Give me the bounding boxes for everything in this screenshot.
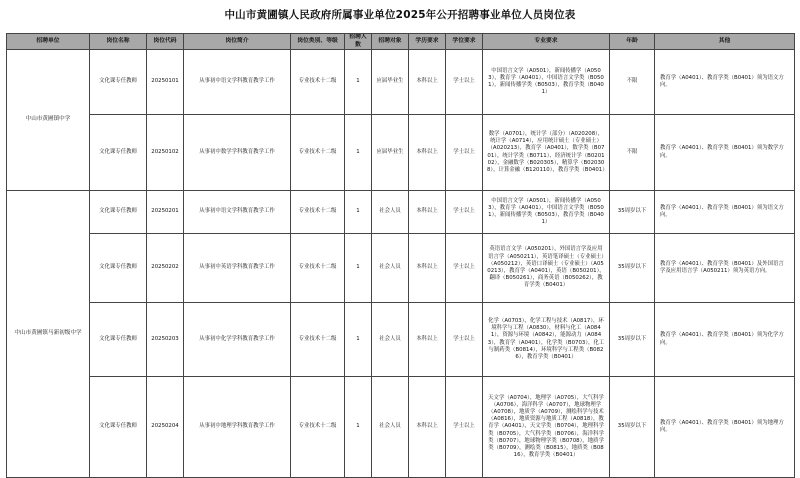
count-cell: 1	[345, 377, 372, 478]
header-intro: 岗位简介	[184, 34, 291, 50]
education-cell: 本科以上	[409, 115, 446, 191]
code-cell: 20250101	[147, 50, 184, 115]
degree-cell: 学士以上	[446, 377, 483, 478]
table-row	[7, 50, 795, 115]
table-row	[7, 115, 795, 191]
target-cell: 社会人员	[372, 377, 409, 478]
level-cell: 专业技术十二级	[291, 234, 345, 303]
age-cell: 35周岁以下	[610, 303, 655, 377]
target-cell: 社会人员	[372, 303, 409, 377]
header-code: 岗位代码	[147, 34, 184, 50]
level-cell: 专业技术十二级	[291, 377, 345, 478]
unit-cell: 中山市黄圃镇中学	[7, 50, 90, 191]
other-cell: 教育学（A0401）、教育学类（B0401）及外国语言学及应用语言学（A050211）须为英语方向。	[655, 234, 795, 303]
header-post: 岗位名称	[90, 34, 147, 50]
level-cell: 专业技术十二级	[291, 115, 345, 191]
degree-cell: 学士以上	[446, 191, 483, 234]
other-cell: 教育学（A0401）、教育学类（B0401）须为数学方向。	[655, 115, 795, 191]
intro-cell: 从事初中语文学科教育教学工作	[184, 50, 291, 115]
degree-cell: 学士以上	[446, 50, 483, 115]
major-cell: 天文学（A0704），地理学（A0705），大气科学（A0706），海洋科学（A0707），地球物理学（A0708），地质学（A0709），测绘科学与技术（A0816），地质资源与地质工程（A0818），教育学（A0401），天文学类（B0704），地理科学类（B0705），大气科学类（B0706），海洋科学类（B0707），地球物理学类（B0708），地质学类（B0709），测绘类（B0815），地质类（B0816），教育学类（B0401）	[483, 377, 610, 478]
header-degree: 学位要求	[446, 34, 483, 50]
post-cell: 文化课专任教师	[90, 303, 147, 377]
target-cell: 应届毕业生	[372, 50, 409, 115]
level-cell: 专业技术十二级	[291, 50, 345, 115]
intro-cell: 从事初中化学学科教育教学工作	[184, 303, 291, 377]
degree-cell: 学士以上	[446, 303, 483, 377]
post-cell: 文化课专任教师	[90, 377, 147, 478]
count-cell: 1	[345, 191, 372, 234]
header-unit: 招聘单位	[7, 34, 90, 50]
education-cell: 本科以上	[409, 377, 446, 478]
count-cell: 1	[345, 303, 372, 377]
post-cell: 文化课专任教师	[90, 191, 147, 234]
level-cell: 专业技术十二级	[291, 303, 345, 377]
major-cell: 中国语言文学（A0501），新闻传播学（A0503），教育学（A0401），中国语言文学类（B0501），新闻传播学类（B0503），教育学类（B0401）	[483, 191, 610, 234]
education-cell: 本科以上	[409, 234, 446, 303]
education-cell: 本科以上	[409, 50, 446, 115]
count-cell: 1	[345, 234, 372, 303]
degree-cell: 学士以上	[446, 234, 483, 303]
code-cell: 20250204	[147, 377, 184, 478]
intro-cell: 从事初中地理学科教育教学工作	[184, 377, 291, 478]
education-cell: 本科以上	[409, 303, 446, 377]
page-title: 中山市黄圃镇人民政府所属事业单位2025年公开招聘事业单位人员岗位表	[224, 9, 576, 21]
header-count: 招聘人数	[345, 34, 372, 50]
header-other: 其他	[655, 34, 795, 50]
other-cell: 教育学（A0401）、教育学类（B0401）须为地理方向。	[655, 377, 795, 478]
major-cell: 数学（A0701），统计学（部分）（A020208），统计学（A0714），应用统计硕士（专业硕士）（A020213），教育学（A0401），数学类（B0701），统计学类（B0711），经济统计学（B020102），金融数学（B020305），精算学（B020308），计算金融（B120110），教育学类（B0401）	[483, 115, 610, 191]
header-major: 专业要求	[483, 34, 610, 50]
intro-cell: 从事初中数学学科教育教学工作	[184, 115, 291, 191]
other-cell: 教育学（A0401）、教育学类（B0401）须为语文方向。	[655, 50, 795, 115]
major-cell: 中国语言文学（A0501），新闻传播学（A0503），教育学（A0401），中国语言文学类（B0501），新闻传播学类（B0503），教育学类（B0401）	[483, 50, 610, 115]
table-row	[7, 303, 795, 377]
other-cell: 教育学（A0401）、教育学类（B0401）须为化学方向。	[655, 303, 795, 377]
degree-cell: 学士以上	[446, 115, 483, 191]
other-cell: 教育学（A0401）、教育学类（B0401）须为语文方向。	[655, 191, 795, 234]
major-cell: 化学（A0703），化学工程与技术（A0817），环境科学与工程（A0830），材料与化工（A0841），资源与环境（A0842），能源动力（A0843），教育学（A0401），化学类（B0703），化工与制药类（B0814），环境科学与工程类（B0826），教育学类（B0401）	[483, 303, 610, 377]
header-age: 年龄	[610, 34, 655, 50]
header-level: 岗位类别、等级	[291, 34, 345, 50]
post-cell: 文化课专任教师	[90, 115, 147, 191]
target-cell: 社会人员	[372, 234, 409, 303]
target-cell: 社会人员	[372, 191, 409, 234]
age-cell: 不限	[610, 50, 655, 115]
count-cell: 1	[345, 115, 372, 191]
code-cell: 20250201	[147, 191, 184, 234]
intro-cell: 从事初中英语学科教育教学工作	[184, 234, 291, 303]
age-cell: 35周岁以下	[610, 234, 655, 303]
intro-cell: 从事初中语文学科教育教学工作	[184, 191, 291, 234]
major-cell: 英语语言文学（A050201），外国语言学及应用语言学（A050211），英语笔译硕士（专业硕士）（A050212），英语口译硕士（专业硕士）（A050213），教育学（A0401），英语（B050201），翻译（B050261），商务英语（B050262），教育学类（B0401）	[483, 234, 610, 303]
unit-cell: 中山市黄圃镇马新初级中学	[7, 191, 90, 478]
table-row	[7, 234, 795, 303]
count-cell: 1	[345, 50, 372, 115]
code-cell: 20250102	[147, 115, 184, 191]
age-cell: 35周岁以下	[610, 377, 655, 478]
code-cell: 20250202	[147, 234, 184, 303]
age-cell: 35周岁以下	[610, 191, 655, 234]
header-education: 学历要求	[409, 34, 446, 50]
level-cell: 专业技术十二级	[291, 191, 345, 234]
post-cell: 文化课专任教师	[90, 234, 147, 303]
education-cell: 本科以上	[409, 191, 446, 234]
table-row	[7, 377, 795, 478]
code-cell: 20250203	[147, 303, 184, 377]
table-row	[7, 191, 795, 234]
target-cell: 应届毕业生	[372, 115, 409, 191]
job-positions-table	[6, 33, 795, 478]
post-cell: 文化课专任教师	[90, 50, 147, 115]
header-row	[7, 34, 795, 50]
header-target: 招聘对象	[372, 34, 409, 50]
age-cell: 不限	[610, 115, 655, 191]
